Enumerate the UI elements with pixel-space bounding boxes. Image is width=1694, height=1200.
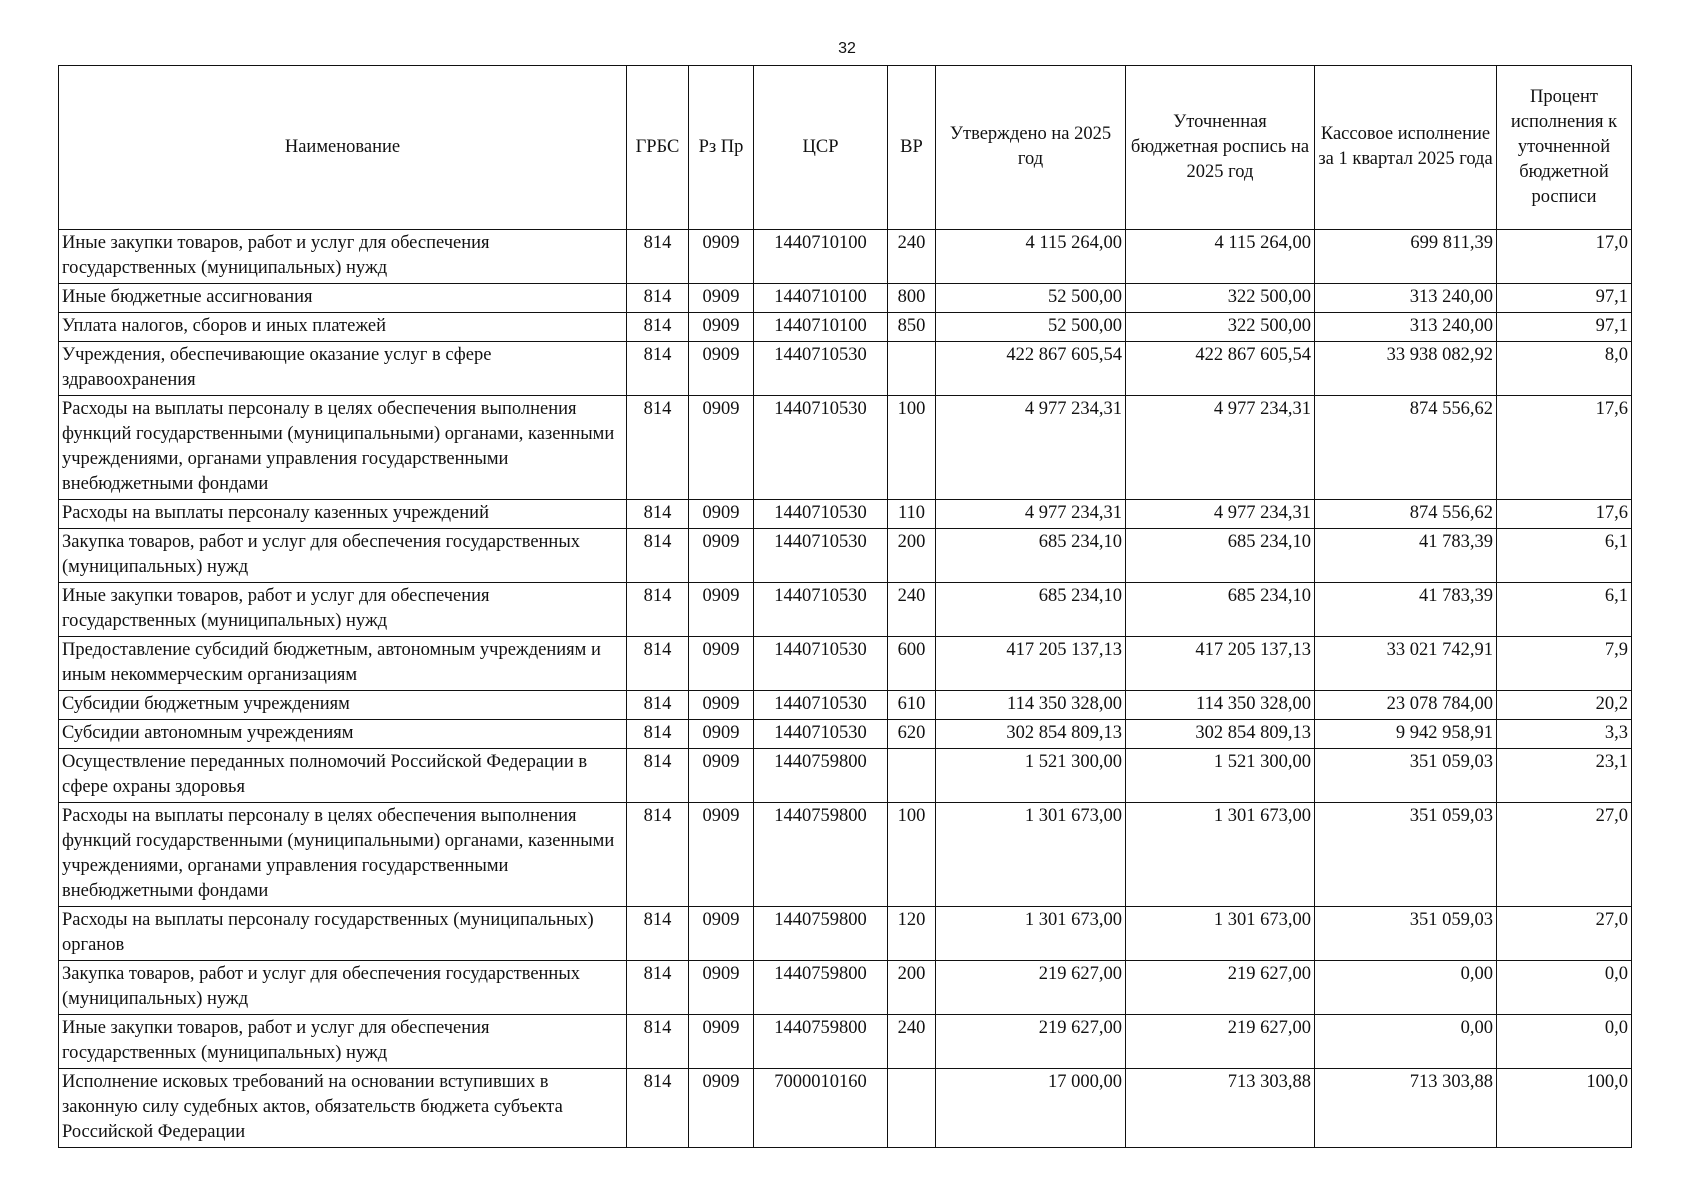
cell-grbs: 814 bbox=[627, 691, 689, 720]
cell-csr: 1440759800 bbox=[754, 749, 888, 803]
budget-table bbox=[58, 65, 1632, 1148]
cell-name: Расходы на выплаты персоналу в целях обеспечения выполнения функций государственными (муниципальными) органами, казенными учреждениями, органами управления государственными внебюджетными фондами bbox=[59, 396, 627, 500]
cell-refined: 685 234,10 bbox=[1126, 583, 1315, 637]
cell-cash: 33 938 082,92 bbox=[1315, 342, 1497, 396]
cell-approved: 685 234,10 bbox=[936, 529, 1126, 583]
cell-name: Предоставление субсидий бюджетным, автономным учреждениям и иным некоммерческим организациям bbox=[59, 637, 627, 691]
cell-csr: 1440710100 bbox=[754, 230, 888, 284]
cell-name: Учреждения, обеспечивающие оказание услуг в сфере здравоохранения bbox=[59, 342, 627, 396]
cell-rzpr: 0909 bbox=[689, 500, 754, 529]
cell-rzpr: 0909 bbox=[689, 396, 754, 500]
cell-percent: 0,0 bbox=[1497, 1015, 1632, 1069]
table-row bbox=[59, 529, 1632, 583]
cell-percent: 97,1 bbox=[1497, 284, 1632, 313]
table-row bbox=[59, 1015, 1632, 1069]
cell-csr: 1440710530 bbox=[754, 500, 888, 529]
cell-percent: 27,0 bbox=[1497, 907, 1632, 961]
cell-name: Иные закупки товаров, работ и услуг для обеспечения государственных (муниципальных) нужд bbox=[59, 583, 627, 637]
cell-refined: 1 301 673,00 bbox=[1126, 907, 1315, 961]
cell-grbs: 814 bbox=[627, 720, 689, 749]
cell-approved: 417 205 137,13 bbox=[936, 637, 1126, 691]
cell-cash: 351 059,03 bbox=[1315, 907, 1497, 961]
page-number: 32 bbox=[838, 40, 856, 57]
cell-grbs: 814 bbox=[627, 396, 689, 500]
table-row bbox=[59, 1069, 1632, 1148]
cell-csr: 1440710100 bbox=[754, 284, 888, 313]
cell-refined: 114 350 328,00 bbox=[1126, 691, 1315, 720]
table-row bbox=[59, 396, 1632, 500]
cell-grbs: 814 bbox=[627, 961, 689, 1015]
cell-vr: 110 bbox=[888, 500, 936, 529]
cell-cash: 874 556,62 bbox=[1315, 396, 1497, 500]
cell-name: Иные закупки товаров, работ и услуг для обеспечения государственных (муниципальных) нужд bbox=[59, 230, 627, 284]
cell-name: Закупка товаров, работ и услуг для обеспечения государственных (муниципальных) нужд bbox=[59, 529, 627, 583]
cell-vr bbox=[888, 749, 936, 803]
table-row bbox=[59, 313, 1632, 342]
cell-grbs: 814 bbox=[627, 637, 689, 691]
table-row bbox=[59, 500, 1632, 529]
cell-percent: 100,0 bbox=[1497, 1069, 1632, 1148]
table-row bbox=[59, 637, 1632, 691]
table-row bbox=[59, 961, 1632, 1015]
header-cash: Кассовое исполнение за 1 квартал 2025 года bbox=[1315, 66, 1497, 230]
table-row bbox=[59, 720, 1632, 749]
cell-csr: 1440759800 bbox=[754, 907, 888, 961]
cell-grbs: 814 bbox=[627, 342, 689, 396]
cell-grbs: 814 bbox=[627, 529, 689, 583]
cell-approved: 4 977 234,31 bbox=[936, 500, 1126, 529]
cell-vr: 120 bbox=[888, 907, 936, 961]
cell-rzpr: 0909 bbox=[689, 803, 754, 907]
table-row bbox=[59, 907, 1632, 961]
cell-csr: 1440710530 bbox=[754, 691, 888, 720]
table-header-row bbox=[59, 66, 1632, 230]
cell-vr: 200 bbox=[888, 529, 936, 583]
cell-name: Расходы на выплаты персоналу государственных (муниципальных) органов bbox=[59, 907, 627, 961]
cell-grbs: 814 bbox=[627, 583, 689, 637]
cell-cash: 9 942 958,91 bbox=[1315, 720, 1497, 749]
cell-approved: 52 500,00 bbox=[936, 284, 1126, 313]
cell-grbs: 814 bbox=[627, 230, 689, 284]
cell-refined: 1 521 300,00 bbox=[1126, 749, 1315, 803]
cell-rzpr: 0909 bbox=[689, 529, 754, 583]
cell-name: Осуществление переданных полномочий Российской Федерации в сфере охраны здоровья bbox=[59, 749, 627, 803]
cell-refined: 4 977 234,31 bbox=[1126, 396, 1315, 500]
cell-vr: 240 bbox=[888, 230, 936, 284]
cell-percent: 6,1 bbox=[1497, 529, 1632, 583]
cell-rzpr: 0909 bbox=[689, 1015, 754, 1069]
cell-percent: 8,0 bbox=[1497, 342, 1632, 396]
cell-vr bbox=[888, 342, 936, 396]
cell-name: Субсидии бюджетным учреждениям bbox=[59, 691, 627, 720]
cell-approved: 1 301 673,00 bbox=[936, 803, 1126, 907]
table-row bbox=[59, 691, 1632, 720]
cell-cash: 0,00 bbox=[1315, 1015, 1497, 1069]
cell-vr: 240 bbox=[888, 583, 936, 637]
header-name: Наименование bbox=[59, 66, 627, 230]
cell-approved: 17 000,00 bbox=[936, 1069, 1126, 1148]
cell-name: Закупка товаров, работ и услуг для обеспечения государственных (муниципальных) нужд bbox=[59, 961, 627, 1015]
cell-name: Уплата налогов, сборов и иных платежей bbox=[59, 313, 627, 342]
cell-cash: 351 059,03 bbox=[1315, 749, 1497, 803]
cell-refined: 4 977 234,31 bbox=[1126, 500, 1315, 529]
cell-approved: 4 977 234,31 bbox=[936, 396, 1126, 500]
cell-name: Иные бюджетные ассигнования bbox=[59, 284, 627, 313]
cell-refined: 219 627,00 bbox=[1126, 1015, 1315, 1069]
cell-cash: 313 240,00 bbox=[1315, 313, 1497, 342]
cell-grbs: 814 bbox=[627, 500, 689, 529]
cell-csr: 1440710530 bbox=[754, 637, 888, 691]
cell-percent: 97,1 bbox=[1497, 313, 1632, 342]
cell-approved: 4 115 264,00 bbox=[936, 230, 1126, 284]
cell-rzpr: 0909 bbox=[689, 749, 754, 803]
cell-cash: 874 556,62 bbox=[1315, 500, 1497, 529]
cell-name: Исполнение исковых требований на основании вступивших в законную силу судебных актов, обязательств бюджета субъекта Российской Федерации bbox=[59, 1069, 627, 1148]
cell-approved: 302 854 809,13 bbox=[936, 720, 1126, 749]
cell-grbs: 814 bbox=[627, 1015, 689, 1069]
cell-cash: 351 059,03 bbox=[1315, 803, 1497, 907]
cell-rzpr: 0909 bbox=[689, 907, 754, 961]
cell-csr: 1440710530 bbox=[754, 529, 888, 583]
cell-grbs: 814 bbox=[627, 313, 689, 342]
cell-percent: 6,1 bbox=[1497, 583, 1632, 637]
cell-grbs: 814 bbox=[627, 803, 689, 907]
cell-grbs: 814 bbox=[627, 749, 689, 803]
cell-csr: 1440759800 bbox=[754, 1015, 888, 1069]
cell-rzpr: 0909 bbox=[689, 720, 754, 749]
cell-percent: 27,0 bbox=[1497, 803, 1632, 907]
cell-name: Расходы на выплаты персоналу в целях обеспечения выполнения функций государственными (муниципальными) органами, казенными учреждениями, органами управления государственными внебюджетными фондами bbox=[59, 803, 627, 907]
cell-cash: 313 240,00 bbox=[1315, 284, 1497, 313]
cell-rzpr: 0909 bbox=[689, 1069, 754, 1148]
header-refined: Уточненная бюджетная роспись на 2025 год bbox=[1126, 66, 1315, 230]
cell-rzpr: 0909 bbox=[689, 583, 754, 637]
table-row bbox=[59, 230, 1632, 284]
cell-rzpr: 0909 bbox=[689, 691, 754, 720]
cell-refined: 4 115 264,00 bbox=[1126, 230, 1315, 284]
cell-refined: 713 303,88 bbox=[1126, 1069, 1315, 1148]
header-grbs: ГРБС bbox=[627, 66, 689, 230]
cell-grbs: 814 bbox=[627, 907, 689, 961]
cell-refined: 685 234,10 bbox=[1126, 529, 1315, 583]
table-body bbox=[59, 230, 1632, 1148]
header-csr: ЦСР bbox=[754, 66, 888, 230]
cell-vr: 240 bbox=[888, 1015, 936, 1069]
cell-percent: 17,6 bbox=[1497, 500, 1632, 529]
cell-csr: 1440710530 bbox=[754, 396, 888, 500]
cell-rzpr: 0909 bbox=[689, 637, 754, 691]
cell-csr: 1440710530 bbox=[754, 583, 888, 637]
cell-cash: 699 811,39 bbox=[1315, 230, 1497, 284]
cell-refined: 417 205 137,13 bbox=[1126, 637, 1315, 691]
cell-csr: 1440759800 bbox=[754, 803, 888, 907]
cell-approved: 219 627,00 bbox=[936, 961, 1126, 1015]
cell-cash: 41 783,39 bbox=[1315, 583, 1497, 637]
cell-approved: 114 350 328,00 bbox=[936, 691, 1126, 720]
cell-approved: 422 867 605,54 bbox=[936, 342, 1126, 396]
cell-refined: 1 301 673,00 bbox=[1126, 803, 1315, 907]
cell-percent: 0,0 bbox=[1497, 961, 1632, 1015]
cell-percent: 20,2 bbox=[1497, 691, 1632, 720]
cell-refined: 302 854 809,13 bbox=[1126, 720, 1315, 749]
cell-approved: 685 234,10 bbox=[936, 583, 1126, 637]
cell-rzpr: 0909 bbox=[689, 342, 754, 396]
cell-percent: 23,1 bbox=[1497, 749, 1632, 803]
cell-percent: 17,6 bbox=[1497, 396, 1632, 500]
header-rzpr: Рз Пр bbox=[689, 66, 754, 230]
cell-vr: 800 bbox=[888, 284, 936, 313]
cell-approved: 52 500,00 bbox=[936, 313, 1126, 342]
cell-refined: 322 500,00 bbox=[1126, 284, 1315, 313]
cell-percent: 3,3 bbox=[1497, 720, 1632, 749]
cell-percent: 7,9 bbox=[1497, 637, 1632, 691]
cell-vr: 620 bbox=[888, 720, 936, 749]
cell-cash: 713 303,88 bbox=[1315, 1069, 1497, 1148]
cell-approved: 219 627,00 bbox=[936, 1015, 1126, 1069]
cell-name: Иные закупки товаров, работ и услуг для обеспечения государственных (муниципальных) нужд bbox=[59, 1015, 627, 1069]
cell-rzpr: 0909 bbox=[689, 961, 754, 1015]
cell-vr: 600 bbox=[888, 637, 936, 691]
cell-rzpr: 0909 bbox=[689, 284, 754, 313]
cell-cash: 41 783,39 bbox=[1315, 529, 1497, 583]
cell-vr: 200 bbox=[888, 961, 936, 1015]
cell-csr: 1440759800 bbox=[754, 961, 888, 1015]
cell-vr: 100 bbox=[888, 396, 936, 500]
cell-cash: 23 078 784,00 bbox=[1315, 691, 1497, 720]
cell-csr: 1440710530 bbox=[754, 720, 888, 749]
cell-csr: 7000010160 bbox=[754, 1069, 888, 1148]
cell-grbs: 814 bbox=[627, 1069, 689, 1148]
cell-csr: 1440710530 bbox=[754, 342, 888, 396]
cell-vr: 610 bbox=[888, 691, 936, 720]
cell-approved: 1 301 673,00 bbox=[936, 907, 1126, 961]
cell-rzpr: 0909 bbox=[689, 230, 754, 284]
cell-csr: 1440710100 bbox=[754, 313, 888, 342]
header-approved: Утверждено на 2025 год bbox=[936, 66, 1126, 230]
table-row bbox=[59, 583, 1632, 637]
cell-grbs: 814 bbox=[627, 284, 689, 313]
cell-percent: 17,0 bbox=[1497, 230, 1632, 284]
table-row bbox=[59, 803, 1632, 907]
cell-vr bbox=[888, 1069, 936, 1148]
cell-vr: 850 bbox=[888, 313, 936, 342]
table-row bbox=[59, 749, 1632, 803]
cell-refined: 322 500,00 bbox=[1126, 313, 1315, 342]
header-vr: ВР bbox=[888, 66, 936, 230]
cell-approved: 1 521 300,00 bbox=[936, 749, 1126, 803]
cell-refined: 219 627,00 bbox=[1126, 961, 1315, 1015]
table-row bbox=[59, 342, 1632, 396]
cell-name: Расходы на выплаты персоналу казенных учреждений bbox=[59, 500, 627, 529]
cell-refined: 422 867 605,54 bbox=[1126, 342, 1315, 396]
cell-cash: 0,00 bbox=[1315, 961, 1497, 1015]
cell-vr: 100 bbox=[888, 803, 936, 907]
cell-cash: 33 021 742,91 bbox=[1315, 637, 1497, 691]
cell-rzpr: 0909 bbox=[689, 313, 754, 342]
cell-name: Субсидии автономным учреждениям bbox=[59, 720, 627, 749]
table-row bbox=[59, 284, 1632, 313]
header-percent: Процент исполнения к уточненной бюджетной росписи bbox=[1497, 66, 1632, 230]
